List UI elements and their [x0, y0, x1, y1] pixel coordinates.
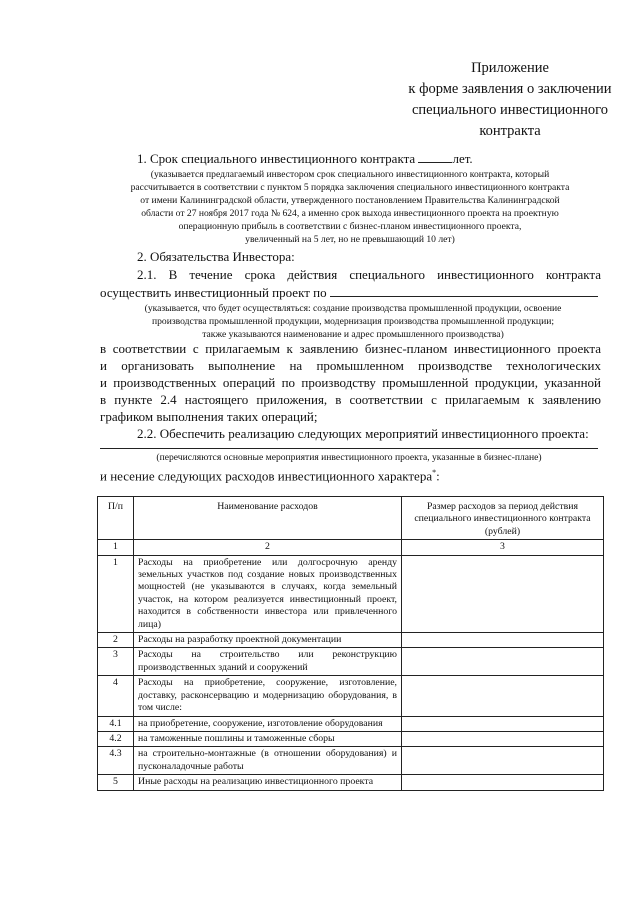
expense-amount-cell[interactable]	[402, 747, 604, 775]
row-number: 4.2	[98, 731, 134, 746]
expense-amount-cell[interactable]	[402, 648, 604, 676]
row-number: 5	[98, 775, 134, 790]
expense-name: на приобретение, сооружение, изготовление оборудования	[134, 716, 402, 731]
events-blank-line	[100, 448, 598, 449]
section-1-note	[92, 168, 608, 246]
table-row	[98, 747, 604, 775]
table-row	[98, 555, 604, 632]
note-line: также указываются наименование и адрес промышленного производства)	[202, 329, 504, 340]
column-number: 3	[402, 540, 604, 555]
paragraph-line: в пункте 2.4 настоящего приложения, в соответствии с прилагаемым к заявлению	[100, 392, 601, 407]
table-row	[98, 633, 604, 648]
section-2-heading: 2. Обязательства Инвестора:	[137, 249, 295, 264]
note-line: увеличенный на 5 лет, но не превышающий 10 лет)	[245, 234, 455, 245]
expenses-intro: и несение следующих расходов инвестиционного характера*:	[100, 468, 440, 484]
paragraph-2-1-note	[100, 302, 606, 341]
table-row	[98, 731, 604, 746]
column-header-name: Наименование расходов	[134, 497, 402, 540]
table-row	[98, 775, 604, 790]
row-number: 2	[98, 633, 134, 648]
note-line: (указывается, что будет осуществляться: создание производства промышленной продукции, освоение	[144, 303, 562, 314]
expense-name: Расходы на разработку проектной документации	[134, 633, 402, 648]
note-line: от имени Калининградской области, утвержденного постановлением Правительства Калининградской	[140, 195, 560, 206]
column-number: 1	[98, 540, 134, 555]
paragraph-2-1-line: осуществить инвестиционный проект по	[100, 284, 601, 301]
note-line: производства промышленной продукции, модернизация производства промышленной продукции;	[151, 316, 554, 327]
expense-amount-cell[interactable]	[402, 633, 604, 648]
expense-name: Расходы на приобретение, сооружение, изготовление, доставку, расконсервацию и модернизацию оборудования, в том числе:	[134, 676, 402, 716]
paragraph-2-1-line: 2.1. В течение срока действия специального инвестиционного контракта	[137, 267, 601, 282]
paragraph-2-1-continuation	[100, 340, 601, 425]
note-line: рассчитывается в соответствии с пунктом 5 порядка заключения специального инвестиционного контракта	[130, 182, 570, 193]
expense-name: Расходы на приобретение или долгосрочную аренду земельных участков под создание новых производственных мощностей (не указываются в случаях, когда земельный участок, на котором реализуется инвестиционный проект, находится в собственности инвестора или привлеченного лица)	[134, 555, 402, 632]
row-number: 1	[98, 555, 134, 632]
expense-amount-cell[interactable]	[402, 775, 604, 790]
column-number: 2	[134, 540, 402, 555]
paragraph-line: и производственных операций по производству промышленной продукции, указанной	[100, 375, 601, 390]
expense-name: на таможенные пошлины и таможенные сборы	[134, 731, 402, 746]
row-number: 4.1	[98, 716, 134, 731]
paragraph-line: и организовать выполнение на промышленном производстве технологических	[100, 358, 601, 373]
appendix-heading	[360, 58, 640, 142]
section-1-heading: 1. Срок специального инвестиционного контракта лет.	[137, 151, 473, 166]
project-blank	[330, 296, 598, 297]
appendix-subtitle-line: к форме заявления о заключении	[408, 81, 612, 97]
expense-amount-cell[interactable]	[402, 555, 604, 632]
expense-amount-cell[interactable]	[402, 731, 604, 746]
appendix-subtitle-line: контракта	[479, 123, 541, 139]
note-line: области от 27 ноября 2017 года № 624, а именно срок выхода инвестиционного проекта на проектную	[141, 208, 559, 219]
expense-amount-cell[interactable]	[402, 676, 604, 716]
row-number: 3	[98, 648, 134, 676]
paragraph-line: графиком выполнения таких операций;	[100, 409, 318, 424]
row-number: 4.3	[98, 747, 134, 775]
column-header-amount: Размер расходов за период действия специального инвестиционного контракта (рублей)	[402, 497, 604, 540]
table-header-row	[98, 497, 604, 540]
table-row	[98, 716, 604, 731]
paragraph-2-2-note: (перечисляются основные мероприятия инвестиционного проекта, указанные в бизнес-плане)	[156, 452, 542, 463]
footnote-mark: *	[432, 468, 437, 477]
expense-name: на строительно-монтажные (в отношении оборудования) и пусконаладочные работы	[134, 747, 402, 775]
paragraph-2-2: 2.2. Обеспечить реализацию следующих мероприятий инвестиционного проекта:	[137, 426, 589, 441]
expenses-table	[97, 496, 604, 791]
column-numbers-row	[98, 540, 604, 555]
table-row	[98, 648, 604, 676]
term-blank	[418, 162, 452, 163]
expense-amount-cell[interactable]	[402, 716, 604, 731]
appendix-title: Приложение	[471, 60, 549, 76]
row-number: 4	[98, 676, 134, 716]
expense-name: Иные расходы на реализацию инвестиционного проекта	[134, 775, 402, 790]
table-row	[98, 676, 604, 716]
note-line: (указывается предлагаемый инвестором срок специального инвестиционного контракта, который	[150, 169, 550, 180]
expense-name: Расходы на строительство или реконструкцию производственных зданий и сооружений	[134, 648, 402, 676]
note-line: операционную прибыль в соответствии с бизнес-планом инвестиционного проекта,	[178, 221, 522, 232]
column-header-number: П/п	[98, 497, 134, 540]
appendix-subtitle-line: специального инвестиционного	[411, 102, 609, 118]
paragraph-line: в соответствии с прилагаемым к заявлению бизнес-планом инвестиционного проекта	[100, 341, 601, 356]
